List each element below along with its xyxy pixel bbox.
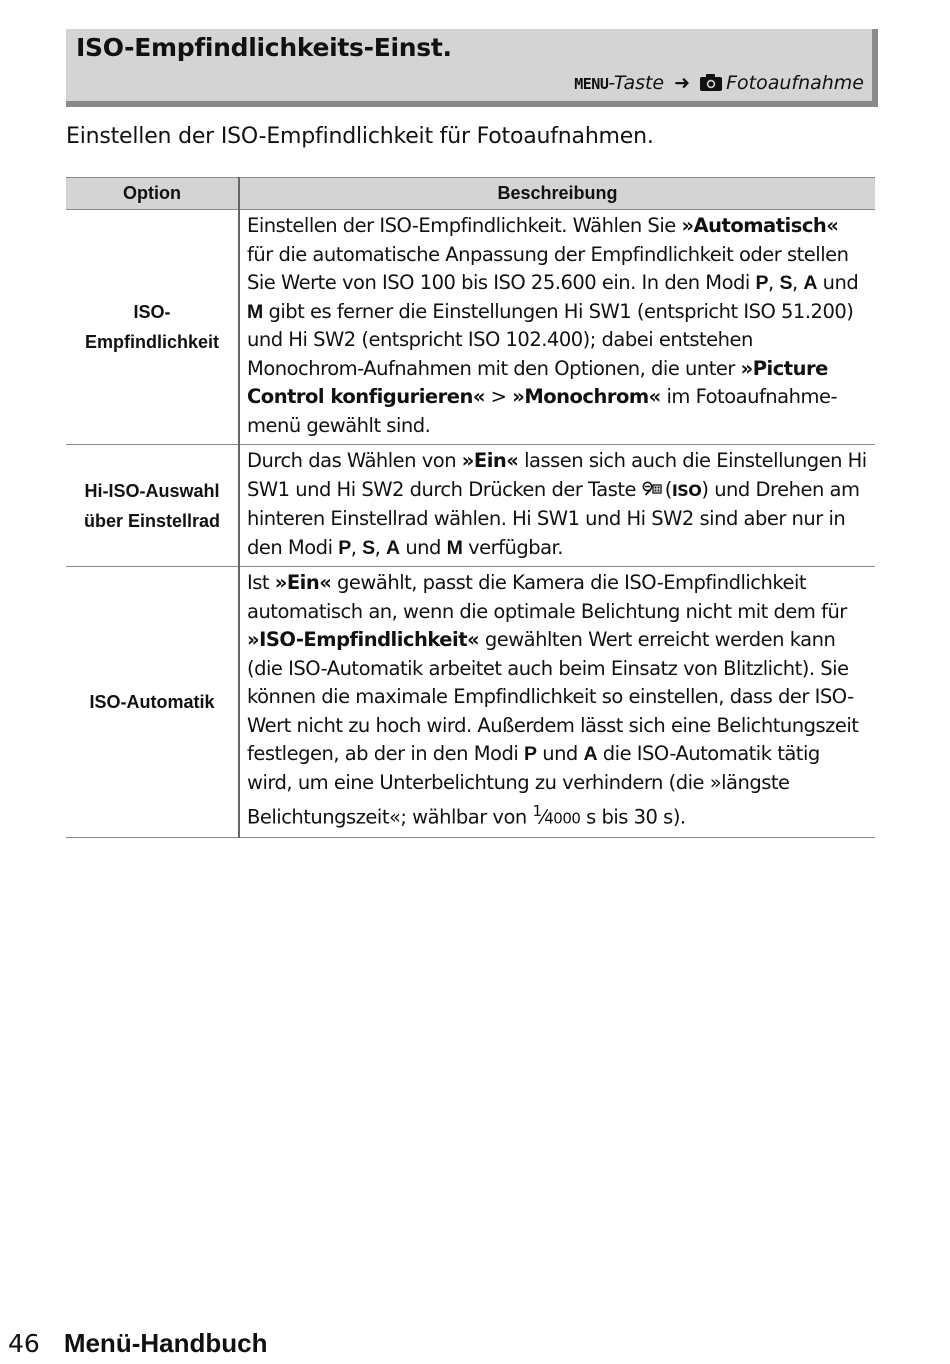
option-cell: Hi-ISO-Auswahl über Einstellrad xyxy=(66,445,239,567)
footer-title: Menü-Handbuch xyxy=(63,1328,268,1358)
zoom-out-thumbnail-icon xyxy=(642,481,662,497)
table-row xyxy=(66,567,875,838)
arrow-icon: ➜ xyxy=(674,72,691,94)
iso-button-label: ISO xyxy=(671,480,702,500)
page-title: ISO-Empfindlichkeits-Einst. xyxy=(76,33,452,62)
taste-label: -Taste xyxy=(608,72,665,94)
description-cell: Einstellen der ISO-Empfindlichkeit. Wählen Sie »Automatisch« für die automatische Anpassung der Empfindlichkeit oder stellen Sie Werte von ISO 100 bis ISO 25.600 ein. In den Modi P, S, A und M gibt es ferner die Einstellungen Hi SW1 (entspricht ISO 51.200) und Hi SW2 (entspricht ISO 102.400); dabei entstehen Monochrom-Aufnahmen mit den Optionen, die unter »Picture Control konfigurieren« > »Monochrom« im Fotoaufnahmemenü gewählt sind. xyxy=(239,210,875,445)
options-table xyxy=(66,177,875,838)
page-header xyxy=(66,29,878,107)
page-footer xyxy=(8,1328,267,1359)
column-header-option: Option xyxy=(66,178,239,210)
intro-text: Einstellen der ISO-Empfindlichkeit für Fotoaufnahmen. xyxy=(66,124,654,149)
menu-path xyxy=(574,72,864,96)
table-row xyxy=(66,210,875,445)
menu-key-label: MENU xyxy=(574,75,609,93)
option-cell: ISO- Empfindlichkeit xyxy=(66,210,239,445)
column-header-description: Beschreibung xyxy=(239,178,875,210)
table-header-row xyxy=(66,178,875,210)
table-row xyxy=(66,445,875,567)
camera-icon xyxy=(700,74,722,96)
description-cell: Durch das Wählen von »Ein« lassen sich auch die Einstellungen Hi SW1 und Hi SW2 durch Drücken der Taste (ISO) und Drehen am hinteren Einstellrad wählen. Hi SW1 und Hi SW2 sind aber nur in den Modi P, S, A und M verfügbar. xyxy=(239,445,875,567)
section-label: Fotoaufnahme xyxy=(726,72,864,94)
page-number: 46 xyxy=(8,1329,40,1358)
description-cell: Ist »Ein« gewählt, passt die Kamera die ISO-Empfindlichkeit automatisch an, wenn die optimale Belichtung nicht mit dem für »ISO-Empfindlichkeit« gewählten Wert erreicht werden kann (die ISO-Automatik arbeitet auch beim Einsatz von Blitzlicht). Sie können die maximale Empfindlichkeit so einstellen, dass der ISO-Wert nicht zu hoch wird. Außerdem lässt sich eine Belichtungszeit festlegen, ab der in den Modi P und A die ISO-Automatik tätig wird, um eine Unterbelichtung zu verhindern (die »längste Belichtungszeit«; wählbar von $^1$⁄4000 s bis 30 s). xyxy=(239,567,875,838)
option-cell: ISO-Automatik xyxy=(66,567,239,838)
